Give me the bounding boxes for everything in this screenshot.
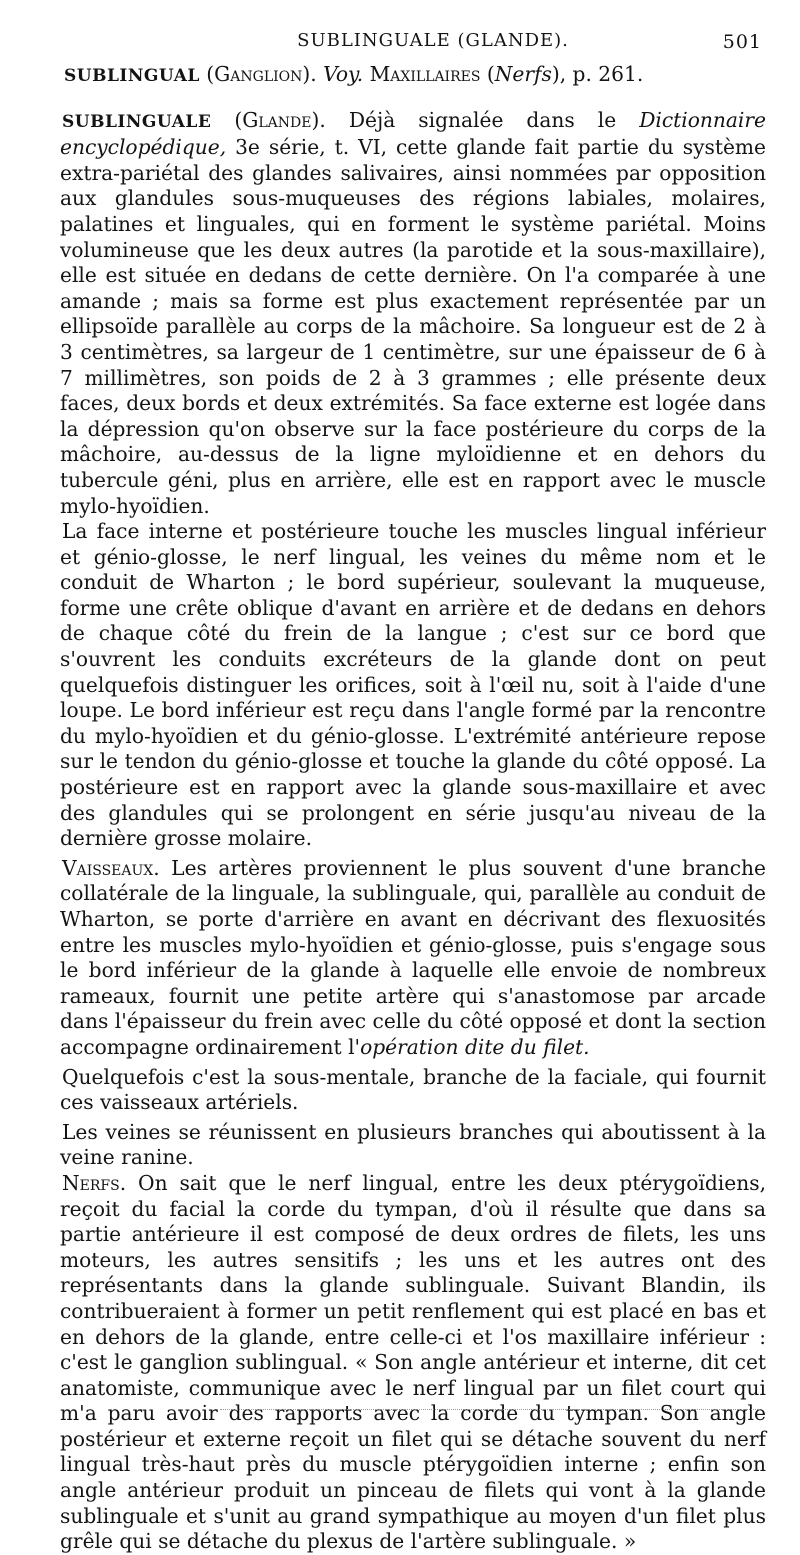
paragraph-sous-mentale: Quelquefois c'est la sous-mentale, branche de la faciale, qui fournit ces vaisseaux artériels. <box>60 1064 766 1115</box>
voy-abbrev: Voy. <box>323 62 364 86</box>
paragraph-veines: Les veines se réunissent en plusieurs branches qui aboutissent à la veine ranine. <box>60 1119 766 1170</box>
p1-italic: Dictionnaire encyclopédique, <box>60 107 766 160</box>
qualifier-ganglion: (Ganglion). <box>199 62 317 86</box>
cross-ref-main: Maxillaires ( <box>363 62 495 86</box>
running-head-title: SUBLINGUALE (GLANDE). <box>297 30 569 51</box>
paragraph-vaisseaux <box>60 856 766 1061</box>
section-label-vaisseaux: Vaisseaux. <box>62 855 160 880</box>
cross-ref-italic: Nerfs <box>494 62 552 86</box>
p3-text: Les artères proviennent le plus souvent d'une branche collatérale de la linguale, la sublinguale, qui, parallèle au conduit de Wharton, se porte d'arrière en avant en décrivant des flexuosités entre les muscles mylo-hyoïdien et génio-glosse, puis s'engage sous le bord inférieur de la glande à laquelle elle envoie de nombreux rameaux, fournit une petite artère qui s'anastomose par arcade dans l'épaisseur du frein avec celle du côté opposé et dont la section accompagne ordinairement l' <box>60 855 766 1059</box>
entry-ganglion <box>60 62 766 90</box>
paragraph-intro <box>60 108 766 520</box>
cross-ref-tail: ), p. 261. <box>551 62 644 86</box>
paragraph-nerfs <box>60 1171 766 1555</box>
page-number: 501 <box>722 31 762 53</box>
qualifier-glande: (Glande). <box>211 107 326 132</box>
p6-text: On sait que le nerf lingual, entre les deux ptérygoïdiens, reçoit du facial la corde du tympan, d'où il résulte que dans sa partie antérieure il est composé de deux ordres de filets, les uns moteurs, les autres sensitifs ; les uns et les autres ont des représentants dans la glande sublinguale. Suivant Blandin, ils contribueraient à former un petit renflement qui est placé en bas et en dehors de la glande, entre celle-ci et l'os maxillaire inférieur : c'est le ganglion sublingual. « Son angle antérieur et interne, dit cet anatomiste, communique avec le nerf lingual par un filet court qui m'a paru avoir des rapports avec la corde du tympan. Son angle postérieur et externe reçoit un filet qui se détache souvent du nerf lingual très-haut près du muscle ptérygoïdien interne ; enfin son angle antérieur produit un pinceau de filets qui vont à la glande sublinguale et s'unit au grand sympathique au moyen d'un filet plus grêle qui se détache du plexus de l'artère sublinguale. » <box>60 1170 766 1554</box>
section-label-nerfs: Nerfs. <box>62 1170 127 1195</box>
paragraph-faces: La face interne et postérieure touche les muscles lingual inférieur et génio-glosse, le nerf lingual, les veines du même nom et le conduit de Wharton ; le bord supérieur, soulevant la muqueuse, forme une crête oblique d'avant en arrière et de dedans en dehors de chaque côté du frein de la langue ; c'est sur ce bord que s'ouvrent les conduits excréteurs de la glande dont on peut quelquefois distinguer les orifices, soit à l'œil nu, soit à l'aide d'une loupe. Le bord inférieur est reçu dans l'angle formé par la rencontre du mylo-hyoïdien et du génio-glosse. L'extrémité antérieure repose sur le tendon du génio-glosse et touche la glande du côté opposé. La postérieure est en rapport avec la glande sous-maxillaire et avec des glandules qui se prolongent en série jusqu'au niveau de la dernière grosse molaire. <box>60 519 766 851</box>
p3-italic: opération dite du filet. <box>360 1034 590 1059</box>
headword-glande: SUBLINGUALE <box>62 111 212 132</box>
p1-text-b: 3e série, t. VI, cette glande fait partie du système extra-pariétal des glandes salivaires, ainsi nommées par opposition aux glandules sous-muqueuses des régions labiales, molaires, palatines et linguales, qui en forment le système pariétal. Moins volumineuse que les deux autres (la parotide et la sous-maxillaire), elle est située en dedans de cette dernière. On l'a comparée à une amande ; mais sa forme est plus exactement représentée par un ellipsoïde parallèle au corps de la mâchoire. Sa longueur est de 2 à 3 centimètres, sa largeur de 1 centimètre, sur une épaisseur de 6 à 7 millimètres, son poids de 2 à 3 grammes ; elle présente deux faces, deux bords et deux extrémités. Sa face externe est logée dans la dépression qu'on observe sur la face postérieure du corps de la mâchoire, au-dessus de la ligne myloïdienne et en dehors du tubercule géni, plus en arrière, elle est en rapport avec le muscle mylo-hyoïdien. <box>60 135 766 518</box>
running-head <box>60 28 766 54</box>
p1-text-a: Déjà signalée dans le <box>325 107 640 132</box>
footer-dotted-rule <box>220 1409 760 1410</box>
headword-ganglion: SUBLINGUAL <box>64 66 200 86</box>
